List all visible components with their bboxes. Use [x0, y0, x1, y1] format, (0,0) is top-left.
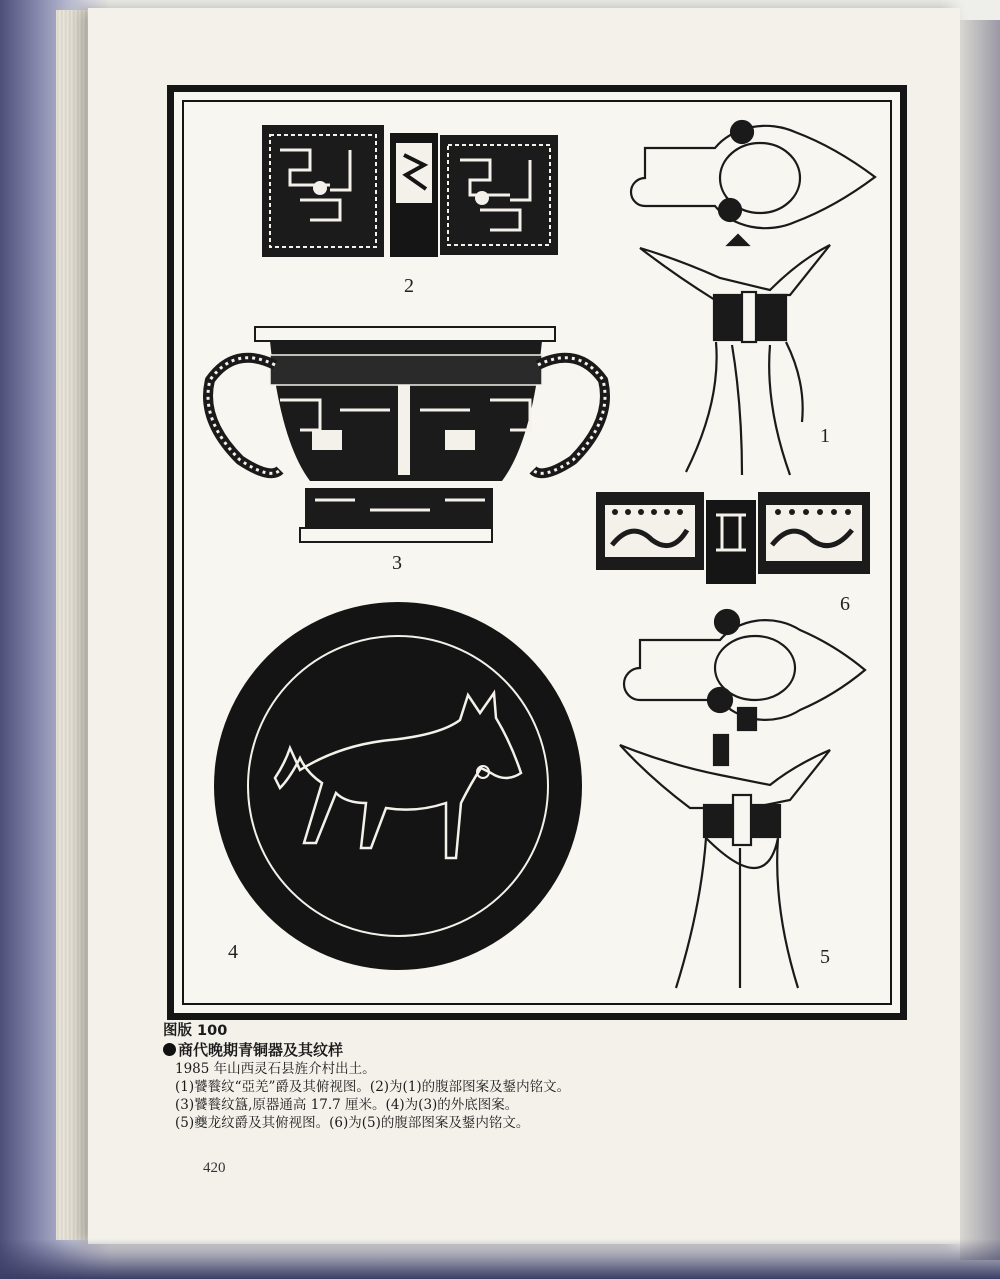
figure-label-5: 5: [820, 946, 830, 968]
caption-line-3: (3)饕餮纹簋,原器通高 17.7 厘米。(4)为(3)的外底图案。: [175, 1097, 519, 1113]
page-number: 420: [203, 1160, 226, 1176]
caption-title-row: [163, 1040, 863, 1060]
figure-label-6: 6: [840, 593, 850, 615]
caption-title: 商代晚期青铜器及其纹样: [178, 1041, 344, 1059]
base-pattern-4: [214, 602, 582, 970]
plate-caption: [163, 1022, 863, 1132]
figure-label-4: 4: [228, 941, 238, 963]
bottom-shadow: [0, 1239, 1000, 1279]
bullet-icon: [163, 1043, 176, 1056]
figure-label-1: 1: [820, 425, 830, 447]
gui-vessel-3: [208, 327, 605, 542]
figure-label-3: 3: [392, 552, 402, 574]
pattern-rubbing-6: [596, 492, 870, 584]
jue-vessel-1: [631, 121, 875, 475]
pattern-rubbing-2: [262, 125, 558, 257]
figure-label-2: 2: [404, 275, 414, 297]
caption-line-4: (5)夔龙纹爵及其俯视图。(6)为(5)的腹部图案及鋬内铭文。: [175, 1115, 530, 1131]
caption-line-2: (1)饕餮纹“亞羌”爵及其俯视图。(2)为(1)的腹部图案及鋬内铭文。: [175, 1079, 571, 1095]
caption-line-1: 1985 年山西灵石县旌介村出土。: [175, 1061, 376, 1077]
plate-number: 图版 100: [163, 1023, 228, 1039]
jue-vessel-5: [620, 610, 865, 988]
